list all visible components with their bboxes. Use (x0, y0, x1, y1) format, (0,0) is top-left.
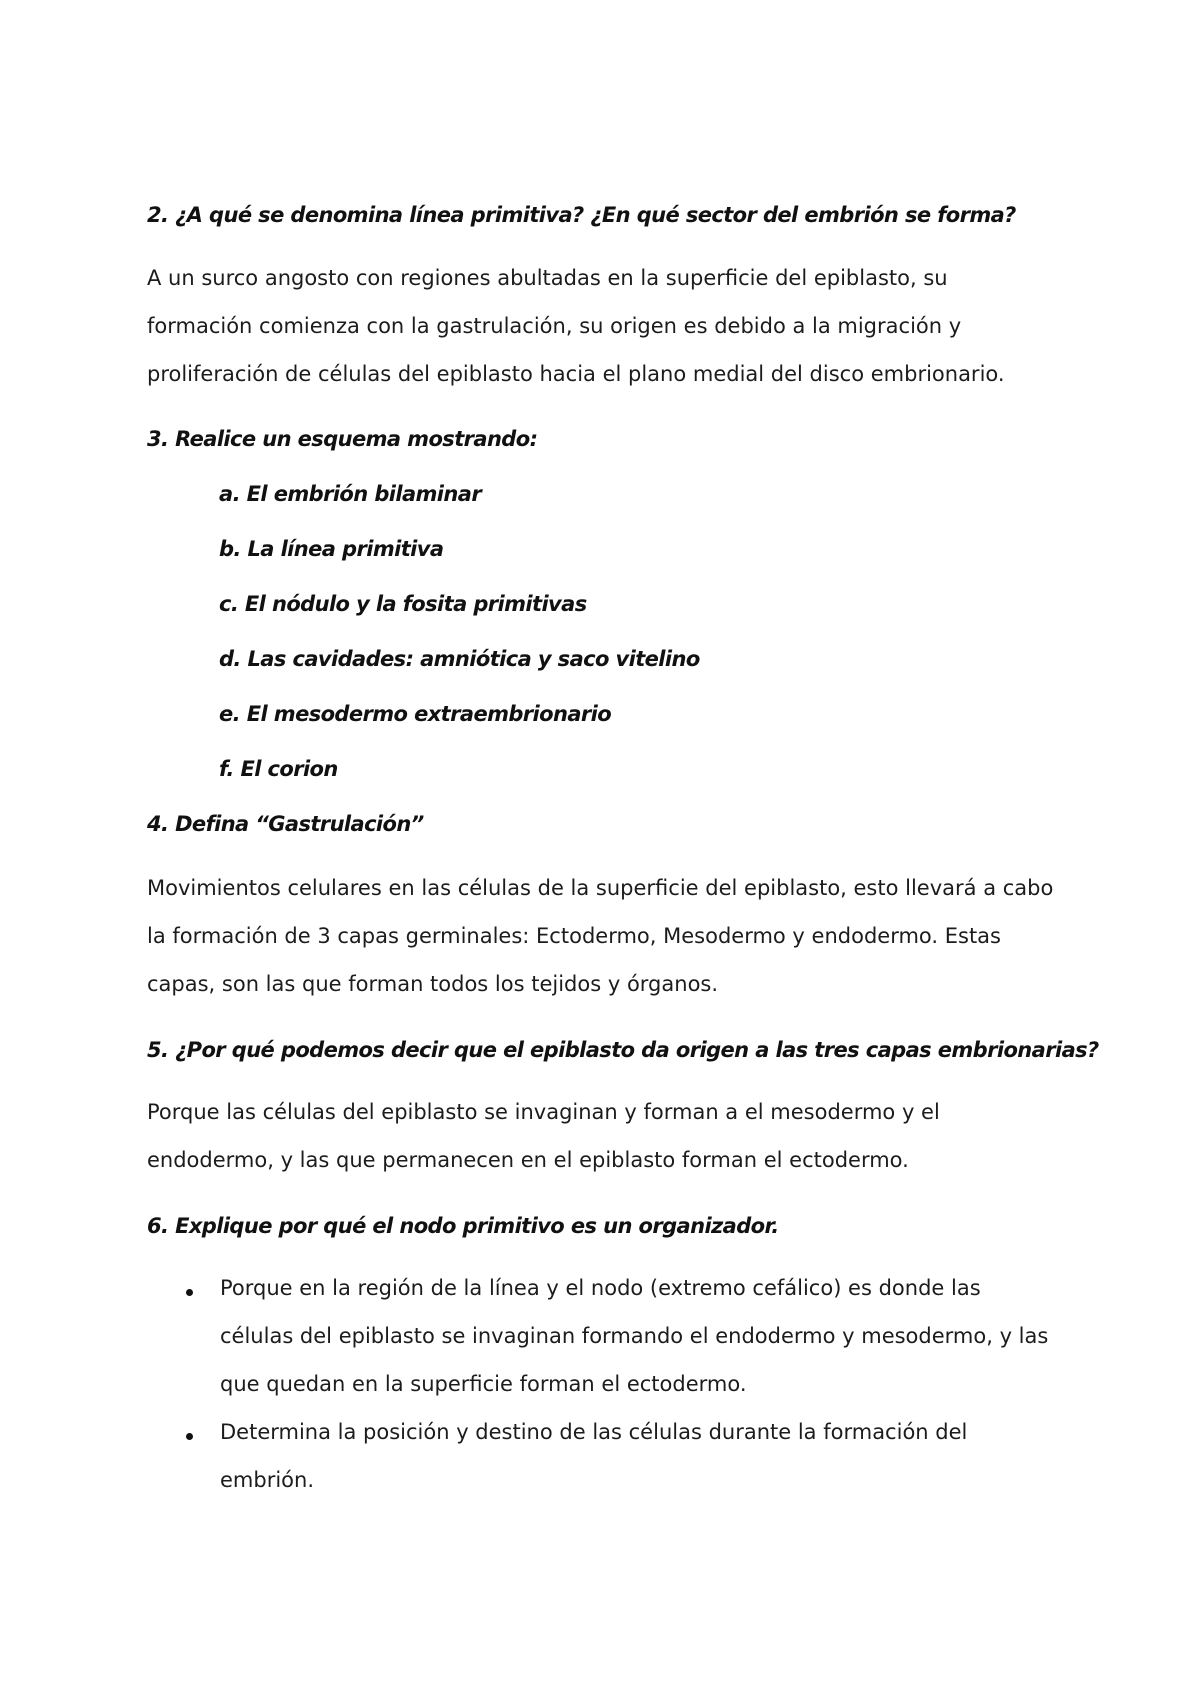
question-4-heading: 4. Defina “Gastrulación” (147, 812, 424, 836)
question-3-item: d. Las cavidades: amniótica y saco vitelino (219, 647, 700, 671)
question-4-answer-line: capas, son las que forman todos los tejidos y órganos. (147, 972, 719, 996)
question-3-item: c. El nódulo y la fosita primitivas (219, 592, 587, 616)
question-3-item: f. El corion (219, 757, 338, 781)
question-6-heading: 6. Explique por qué el nodo primitivo es un organizador. (147, 1214, 779, 1238)
question-5-answer-line: Porque las células del epiblasto se invaginan y forman a el mesodermo y el (147, 1100, 940, 1124)
bullet-dot-icon (186, 1433, 193, 1440)
question-4-answer-line: Movimientos celulares en las células de la superficie del epiblasto, esto llevará a cabo (147, 876, 1054, 900)
question-4-answer-line: la formación de 3 capas germinales: Ectodermo, Mesodermo y endodermo. Estas (147, 924, 1001, 948)
question-3-item: a. El embrión bilaminar (219, 482, 482, 506)
question-6-bullet-2-line: embrión. (220, 1468, 315, 1492)
question-6-bullet-1-line: que quedan en la superficie forman el ectodermo. (220, 1372, 747, 1396)
question-2-answer-line: formación comienza con la gastrulación, su origen es debido a la migración y (147, 314, 962, 338)
question-3-item: b. La línea primitiva (219, 537, 444, 561)
question-2-heading: 2. ¿A qué se denomina línea primitiva? ¿En qué sector del embrión se forma? (147, 203, 1016, 227)
question-6-bullet-1-line: células del epiblasto se invaginan formando el endodermo y mesodermo, y las (220, 1324, 1049, 1348)
question-3-item: e. El mesodermo extraembrionario (219, 702, 612, 726)
question-6-bullet-1-line: Porque en la región de la línea y el nodo (extremo cefálico) es donde las (220, 1276, 981, 1300)
question-2-answer-line: A un surco angosto con regiones abultadas en la superficie del epiblasto, su (147, 266, 948, 290)
question-6-bullet-2-line: Determina la posición y destino de las células durante la formación del (220, 1420, 968, 1444)
bullet-dot-icon (186, 1289, 193, 1296)
question-5-answer-line: endodermo, y las que permanecen en el epiblasto forman el ectodermo. (147, 1148, 909, 1172)
question-3-heading: 3. Realice un esquema mostrando: (147, 427, 538, 451)
question-5-heading: 5. ¿Por qué podemos decir que el epiblasto da origen a las tres capas embrionarias? (147, 1038, 1099, 1062)
question-2-answer-line: proliferación de células del epiblasto hacia el plano medial del disco embrionario. (147, 362, 1005, 386)
